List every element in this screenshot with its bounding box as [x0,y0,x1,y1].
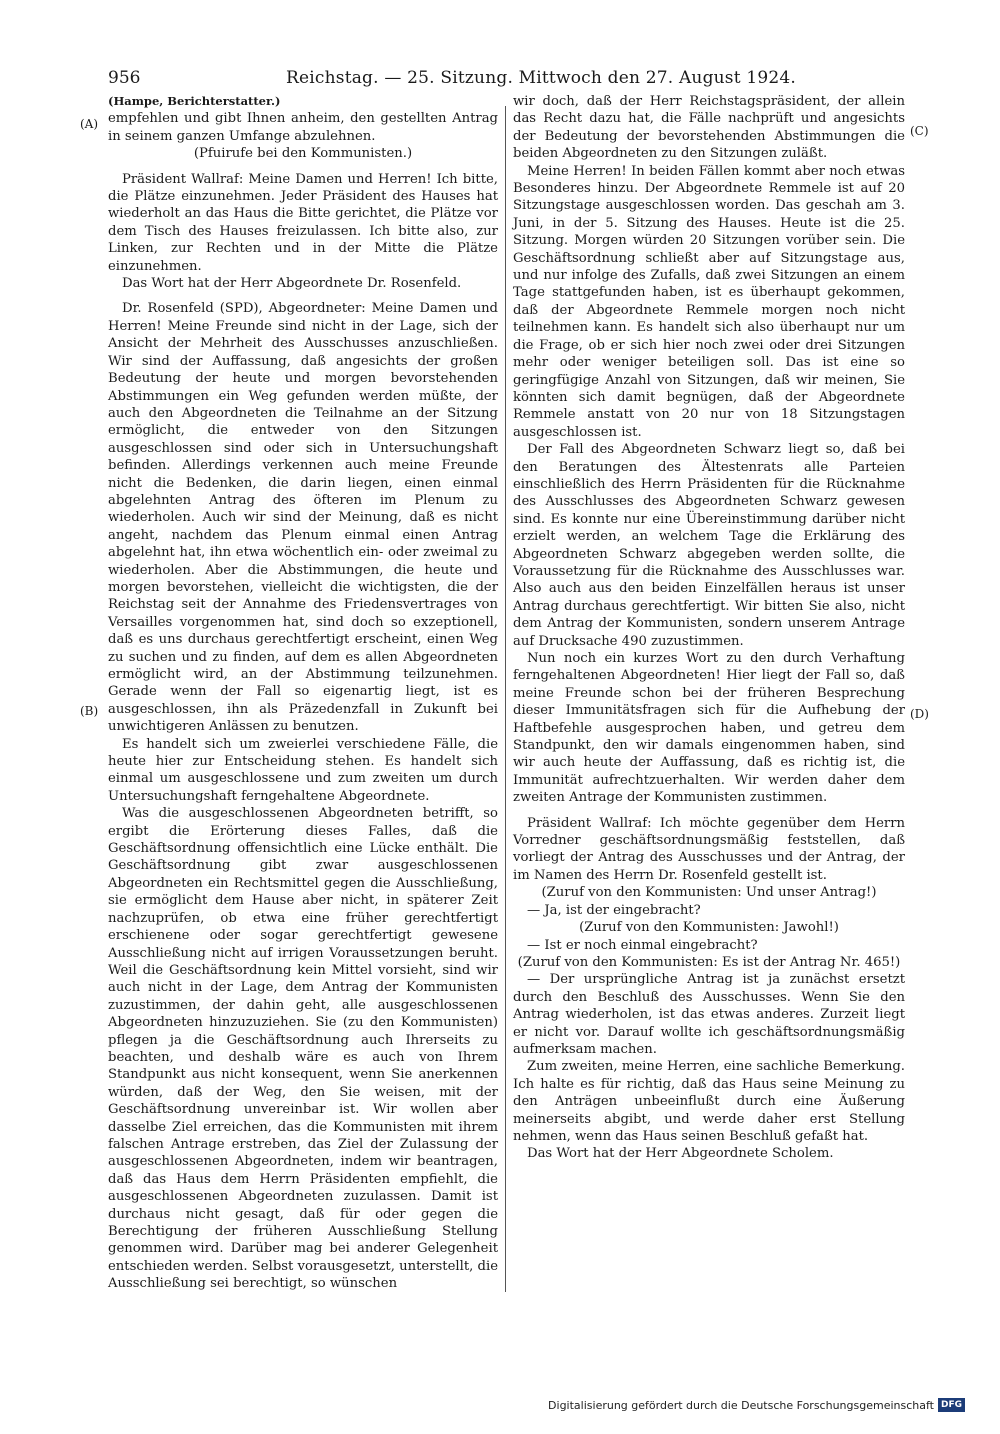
interjection: (Zuruf von den Kommunisten: Und unser Antrag!) [541,885,877,901]
paragraph: — Der ursprüngliche Antrag ist ja zunächst ersetzt durch den Beschluß des Ausschusses. Wenn Sie den Antrag wiederholen, ist das etwas anderes. Zurzeit liegt er nicht vor. Darauf wollte ich geschäftsordnungsmäßig aufmerksam machen. [513,972,905,1057]
interjection: (Pfuirufe bei den Kommunisten.) [193,146,413,162]
paragraph: Nun noch ein kurzes Wort zu den durch Verhaftung ferngehaltenen Abgeordneten! Hier liegt der Fall so, daß meine Freunde schon bei der früheren Besprechung dieser Immunitätsfragen sich für die Aufhebung der Haftbefehle ausgesprochen haben, und getreu dem Standpunkt, den wir damals eingenommen haben, sind wir auch heute der Auffassung, daß es richtig ist, die Immunität aufrechtzuerhalten. Wir werden daher dem zweiten Antrage der Kommunisten zustimmen. [513,651,905,806]
paragraph: Was die ausgeschlossenen Abgeordneten betrifft, so ergibt die Erörterung dieses Falles, daß die Geschäftsordnung offensichtlich eine Lücke enthält. Die Geschäftsordnung gibt zwar ausgeschlossenen Abgeordneten ein Rechtsmittel gegen die Ausschließung, sie ermöglicht dem Hause aber nicht, in späterer Zeit nachzuprüfen, ob etwa eine früher gerechtfertigt erschienene oder sogar gerechtfertigt gewesene Ausschließung nicht auf irrigen Voraussetzungen beruht. Weil die Geschäftsordnung kein Mittel vorsieht, sind wir auch nicht in der Lage, dem Antrag der Kommunisten zuzustimmen, der dahin geht, alle ausgeschlossenen Abgeordneten hinzuzuziehen. Sie (zu den Kommunisten) pflegen ja die Geschäftsordnung auch Ihrerseits zu beachten, und deshalb wäre es auch von Ihrem Standpunkt aus nicht konsequent, wenn Sie anerkennen würden, daß der Weg, den Sie weisen, mit der Geschäftsordnung unvereinbar ist. Wir wollen aber dasselbe Ziel erreichen, das die Kommunisten mit ihrem falschen Antrage erstreben, das Ziel der Zulassung der ausgeschlossenen Abgeordneten, indem wir beantragen, daß das Haus dem Herrn Präsidenten empfiehlt, die ausgeschlossenen Abgeordneten zuzulassen. Damit ist durchaus nicht gesagt, daß für oder gegen die Berechtigung der früheren Ausschließung Stellung genommen wird. Darüber mag bei anderer Gelegenheit entschieden werden. Selbst vorausgesetzt, unterstellt, die Ausschließung sei berechtigt, so wünschen [108,806,498,1292]
paragraph: Es handelt sich um zweierlei verschiedene Fälle, die heute hier zur Entscheidung stehen. Es handelt sich einmal um ausgeschlossene und zum zweiten um durch Untersuchungshaft ferngehaltene Abgeordnete. [108,736,498,804]
interjection: (Zuruf von den Kommunisten: Es ist der Antrag Nr. 465!) [517,954,901,970]
speaker-continuation: (Hampe, Berichterstatter.) [108,94,281,108]
interjection: (Zuruf von den Kommunisten: Jawohl!) [579,920,839,936]
running-title: Reichstag. — 25. Sitzung. Mittwoch den 27. August 1924. [286,68,797,88]
margin-mark-b: (B) [80,704,99,718]
paragraph-rosenfeld: Dr. Rosenfeld (SPD), Abgeordneter: Meine Damen und Herren! Meine Freunde sind nicht in der Lage, sich der Ansicht der Mehrheit des Ausschusses anzuschließen. Wir sind der Auffassung, daß angesichts der großen Bedeutung der heute und morgen bevorstehenden Abstimmungen ein Weg gefunden werden müßte, der auch den Abgeordneten die Teilnahme an der Sitzung ermöglicht, die entweder von den Sitzungen ausgeschlossen sind oder sich in Untersuchungshaft befinden. Allerdings verkennen auch meine Freunde nicht die Bedenken, die darin liegen, einen einmal abgelehnten Antrag des öfteren im Plenum zu wiederholen. Auch wir sind der Meinung, daß es nicht angeht, nachdem das Plenum einmal einen Antrag abgelehnt hat, ihn etwa wöchentlich ein- oder zweimal zu wiederholen. Aber die Abstimmungen, die heute und morgen bevorstehen, vielleicht die wichtigsten, die der Reichstag seit der Annahme des Friedensvertrages von Versailles vorgenommen hat, sind doch so exzeptionell, daß es uns durchaus gerechtfertigt erscheint, einen Weg zu suchen und zu finden, auf dem es allen Abgeordneten ermöglicht wird, an der Abstimmung teilzunehmen. Gerade wenn der Fall so eigenartig liegt, ist es ausgeschlossen, ihn als Präzedenzfall in Zukunft bei unwichtigeren Anlässen zu benutzen. [108,301,498,735]
paragraph: Meine Herren! In beiden Fällen kommt aber noch etwas Besonderes hinzu. Der Abgeordnete Remmele ist auf 20 Sitzungstage ausgeschlossen worden. Das geschah am 3. Juni, in der 5. Sitzung des Hauses. Heute ist die 25. Sitzung. Morgen würden 20 Sitzungen vorüber sein. Die Geschäftsordnung schließt aber auf Sitzungstage aus, und nur infolge des Zufalls, daß zwei Sitzungen an einem Tage stattgefunden haben, ist es überhaupt gekommen, daß der Abgeordnete Remmele morgen noch nicht teilnehmen kann. Es handelt sich also überhaupt nur um die Frage, ob er sich hier noch zwei oder drei Sitzungen mehr oder weniger beteiligen soll. Das ist eine so geringfügige Anzahl von Sitzungen, daß wir meinen, Sie könnten sich damit begnügen, daß der Abgeordnete Remmele anstatt von 20 nur von 18 Sitzungstagen ausgeschlossen ist. [513,163,905,440]
footer-text: Digitalisierung gefördert durch die Deutsche Forschungsgemeinschaft [548,1398,934,1412]
left-column [108,93,498,1293]
page-number: 956 [108,68,141,88]
page-header [108,68,908,94]
margin-mark-d: (D) [910,707,929,721]
paragraph: Das Wort hat der Herr Abgeordnete Scholem. [527,1146,834,1162]
dfg-logo-icon: DFG [938,1398,965,1412]
paragraph: — Ja, ist der eingebracht? [527,902,701,918]
right-column [513,93,905,1163]
margin-mark-c: (C) [910,124,929,138]
paragraph: — Ist er noch einmal eingebracht? [527,937,758,953]
paragraph: Das Wort hat der Herr Abgeordnete Dr. Rosenfeld. [122,276,462,292]
footer-credit [548,1398,965,1412]
paragraph-president: Präsident Wallraf: Ich möchte gegenüber dem Herrn Vorredner geschäftsordnungsmäßig feststellen, daß vorliegt der Antrag des Ausschusses und der Antrag, der im Namen des Herrn Dr. Rosenfeld gestellt ist. [513,815,905,883]
paragraph-president: Präsident Wallraf: Meine Damen und Herren! Ich bitte, die Plätze einzunehmen. Jeder Präsident des Hauses hat wiederholt an das Haus die Bitte gerichtet, die Plätze vor dem Tisch des Hauses freizulassen. Ich bitte also, zur Linken, zur Rechten und in der Mitte die Plätze einzunehmen. [108,171,498,274]
paragraph: wir doch, daß der Herr Reichstagspräsident, der allein das Recht dazu hat, die Fälle nachprüft und angesichts der Bedeutung der bevorstehenden Abstimmungen die beiden Abgeordneten zu den Sitzungen zuläßt. [513,94,905,162]
paragraph: Zum zweiten, meine Herren, eine sachliche Bemerkung. Ich halte es für richtig, daß das Haus seine Meinung zu den Anträgen unbeeinflußt durch eine Äußerung meinerseits abgibt, und werde daher erst Stellung nehmen, wenn das Haus seinen Beschluß gefaßt hat. [513,1059,905,1144]
column-divider [505,106,506,1292]
paragraph: Der Fall des Abgeordneten Schwarz liegt so, daß bei den Beratungen des Ältestenrats alle Parteien einschließlich des Herrn Präsidenten für die Rücknahme des Ausschlusses des Abgeordneten Schwarz gewesen sind. Es konnte nur eine Übereinstimmung darüber nicht erzielt werden, an welchem Tage die Erklärung des Abgeordneten Schwarz abgegeben werden sollte, die Voraussetzung für die Rücknahme des Ausschlusses war. Also auch aus den beiden Einzelfällen heraus ist unser Antrag durchaus gerechtfertigt. Wir bitten Sie also, nicht dem Antrag der Kommunisten, sondern unserem Antrage auf Drucksache 490 zuzustimmen. [513,442,905,649]
paragraph: empfehlen und gibt Ihnen anheim, den gestellten Antrag in seinem ganzen Umfange abzulehnen. [108,111,498,144]
margin-mark-a: (A) [80,117,99,131]
